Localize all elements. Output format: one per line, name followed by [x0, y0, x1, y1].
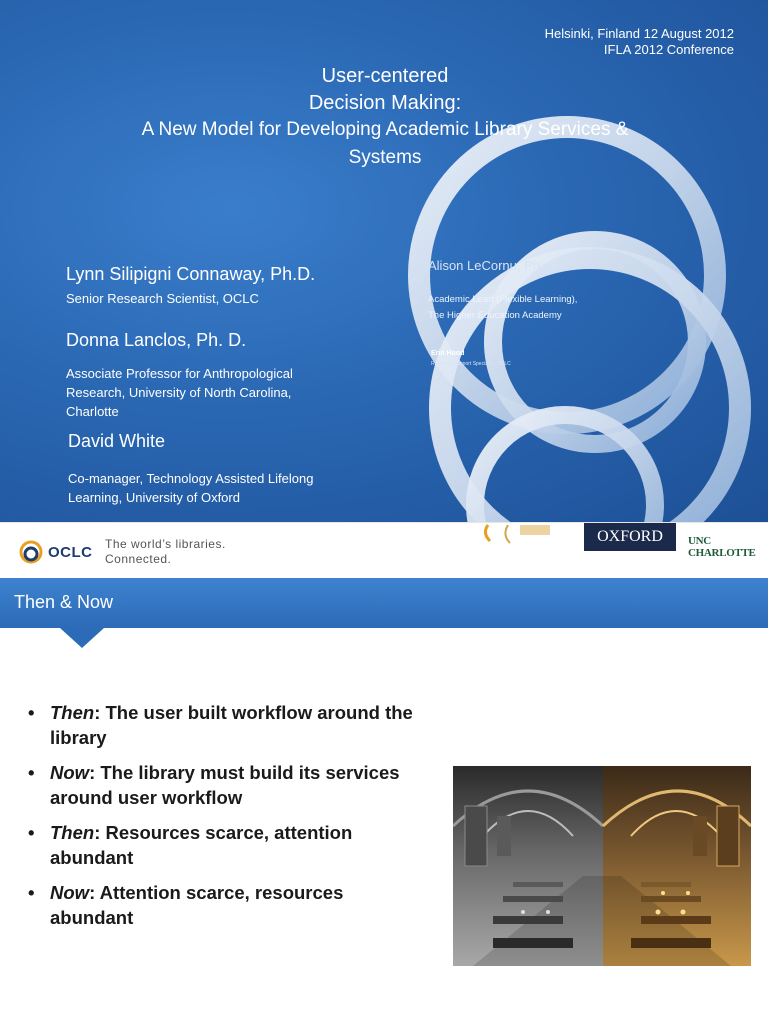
unc-charlotte-logo: UNC CHARLOTTE [688, 535, 756, 559]
bullet-list [28, 700, 418, 940]
title-line-2: Decision Making: [308, 92, 462, 114]
then-now-slide [0, 578, 768, 1024]
bullet-text: : Attention scarce, resources abundant [50, 882, 344, 928]
erin-role: Research Support Specialist, OCLC [431, 361, 511, 367]
presenter-role-line: Research, University of North Carolina, [66, 385, 292, 400]
oclc-logo [18, 539, 93, 565]
title-line-4: Systems [348, 147, 422, 168]
tagline-line: The world’s libraries. [105, 537, 226, 551]
title-line-3: A New Model for Developing Academic Library Services & [141, 119, 629, 140]
event-conference: IFLA 2012 Conference [603, 42, 734, 57]
bullet-lead: Then [50, 822, 95, 843]
bullet-glyph: • [28, 822, 35, 843]
event-location-date: Helsinki, Finland 12 August 2012 [544, 26, 734, 41]
partner-logo-icon [480, 523, 570, 545]
alison-name: Alison LeCornu, Ph. D. [428, 258, 561, 273]
presenter-name: Donna Lanclos, Ph. D. [66, 330, 247, 350]
library-reading-room-image [453, 766, 751, 966]
tagline-line: Connected. [105, 552, 172, 566]
oclc-swirl-icon [18, 539, 44, 565]
bullet-glyph: • [28, 882, 35, 903]
bullet-text: : The user built workflow around the library [50, 702, 413, 748]
bullet-glyph: • [28, 702, 35, 723]
erin-name: Erin Hood [431, 350, 465, 357]
bullet-lead: Now [50, 882, 90, 903]
title-line-1: User-centered [321, 65, 449, 87]
bullet-item [28, 700, 418, 750]
title-slide-footer [0, 522, 768, 576]
bullet-lead: Now [50, 762, 90, 783]
alison-role-line: The Higher Education Academy [428, 310, 562, 321]
header-notch [60, 628, 104, 648]
presenter-role-line: Charlotte [66, 404, 119, 419]
event-info [545, 26, 734, 58]
presenter-role [66, 364, 293, 421]
oclc-logo-text: OCLC [48, 543, 93, 561]
bullet-text: : The library must build its services around user workflow [50, 762, 400, 808]
bullet-item [28, 820, 418, 870]
oclc-tagline [105, 537, 226, 567]
presenter-role-line: Learning, University of Oxford [68, 490, 240, 505]
bullet-glyph: • [28, 762, 35, 783]
presenter-role [68, 469, 313, 507]
library-photo-icon [453, 766, 751, 966]
bullet-text: : Resources scarce, attention abundant [50, 822, 353, 868]
slide-title: Then & Now [14, 592, 114, 612]
oxford-logo: OXFORD [584, 523, 676, 551]
alison-role-line: Academic Lead (Flexible Learning), [428, 294, 578, 305]
bullet-item [28, 880, 418, 930]
presenter-role [66, 289, 259, 308]
bullet-lead: Then [50, 702, 95, 723]
bullet-item [28, 760, 418, 810]
alison-role [428, 292, 577, 324]
presenter-role-line: Senior Research Scientist, OCLC [66, 291, 259, 306]
presenter-role-line: Associate Professor for Anthropological [66, 366, 293, 381]
slide-header [0, 578, 768, 628]
presenter-role-line: Co-manager, Technology Assisted Lifelong [68, 471, 314, 486]
presenter-name: David White [68, 431, 166, 451]
presenter-name: Lynn Silipigni Connaway, Ph.D. [66, 264, 316, 284]
presentation-title [40, 62, 730, 172]
